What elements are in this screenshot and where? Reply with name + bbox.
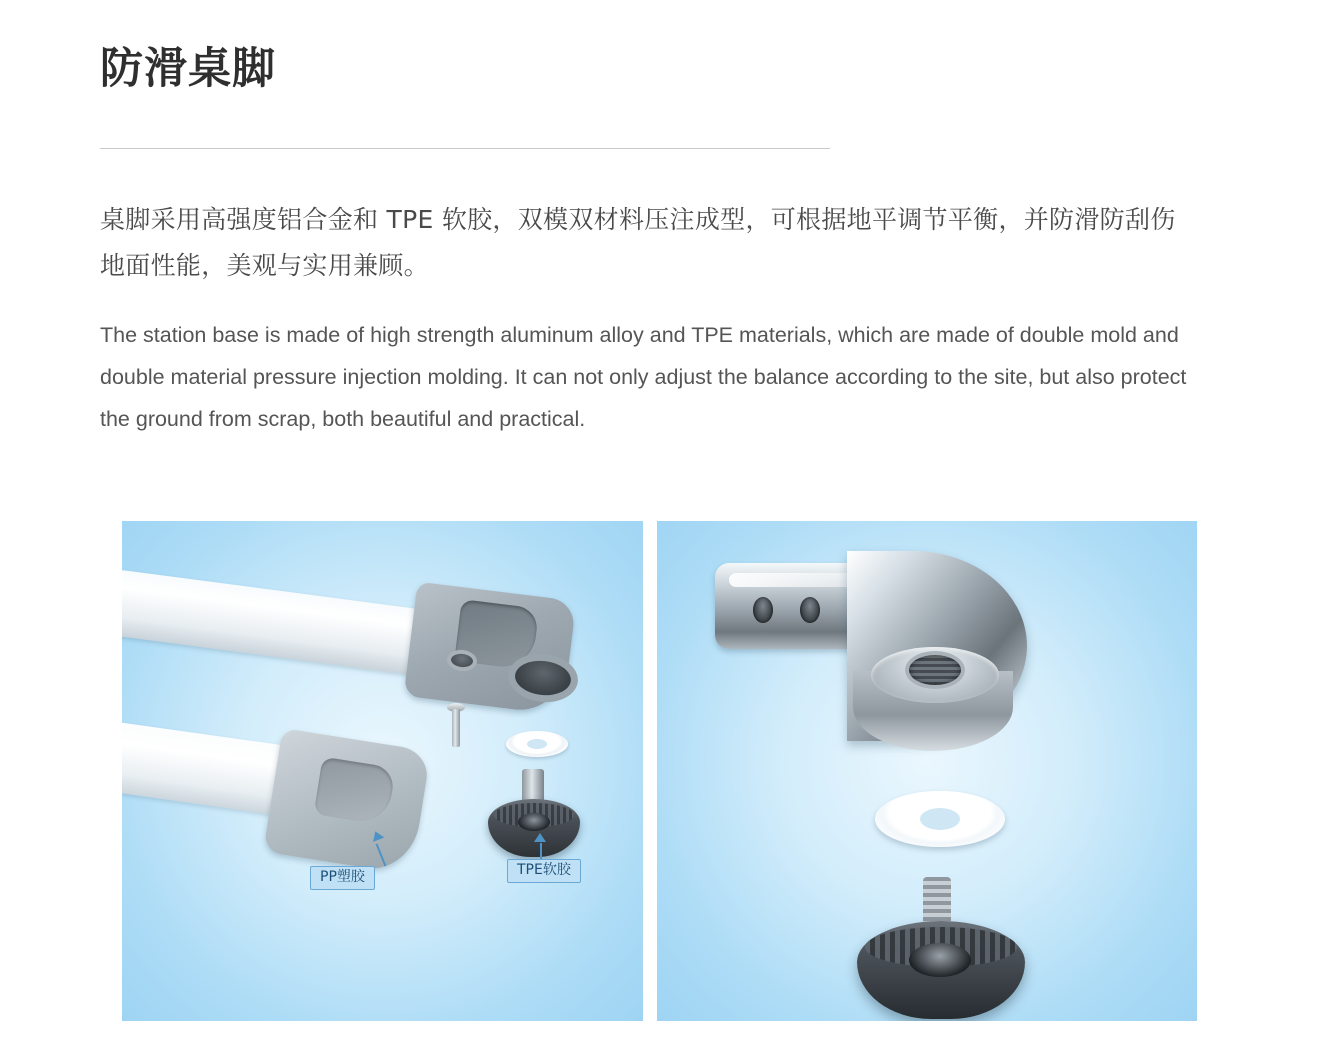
page-title: 防滑桌脚 [100,44,276,94]
figure-panel-divider [643,521,657,1021]
elbow-threaded-hole [909,655,961,685]
upper-tube-illustration [122,569,443,678]
product-figure [122,521,1197,1021]
elbow-hole-second [800,597,820,623]
black-knob-right [857,921,1025,1019]
title-divider [100,148,830,149]
upper-bracket-illustration [404,582,577,716]
figure-panel-right [657,521,1197,1021]
label-pp-plastic: PP塑胶 [310,866,375,890]
white-washer-right [875,791,1005,847]
tpe-label-arrow-icon [534,833,546,842]
elbow-hole-first [753,597,773,623]
paragraph-chinese: 桌脚采用高强度铝合金和 TPE 软胶，双模双材料压注成型，可根据地平调节平衡，并防滑防刮伤地面性能，美观与实用兼顾。 [100,204,1176,280]
label-tpe-rubber: TPE软胶 [507,859,581,883]
paragraph-english: The station base is made of high strength aluminum alloy and TPE materials, which are made of double mold and double material pressure injection molding. It can not only adjust the balance according to the site, but also protect the ground from scrap, both beautiful and practical. [100,323,1187,431]
figure-panel-left [122,521,643,1021]
small-screw-shaft [452,709,460,747]
black-knob-left [488,799,580,857]
lower-bracket-illustration [263,728,431,875]
white-washer-left [506,731,568,757]
